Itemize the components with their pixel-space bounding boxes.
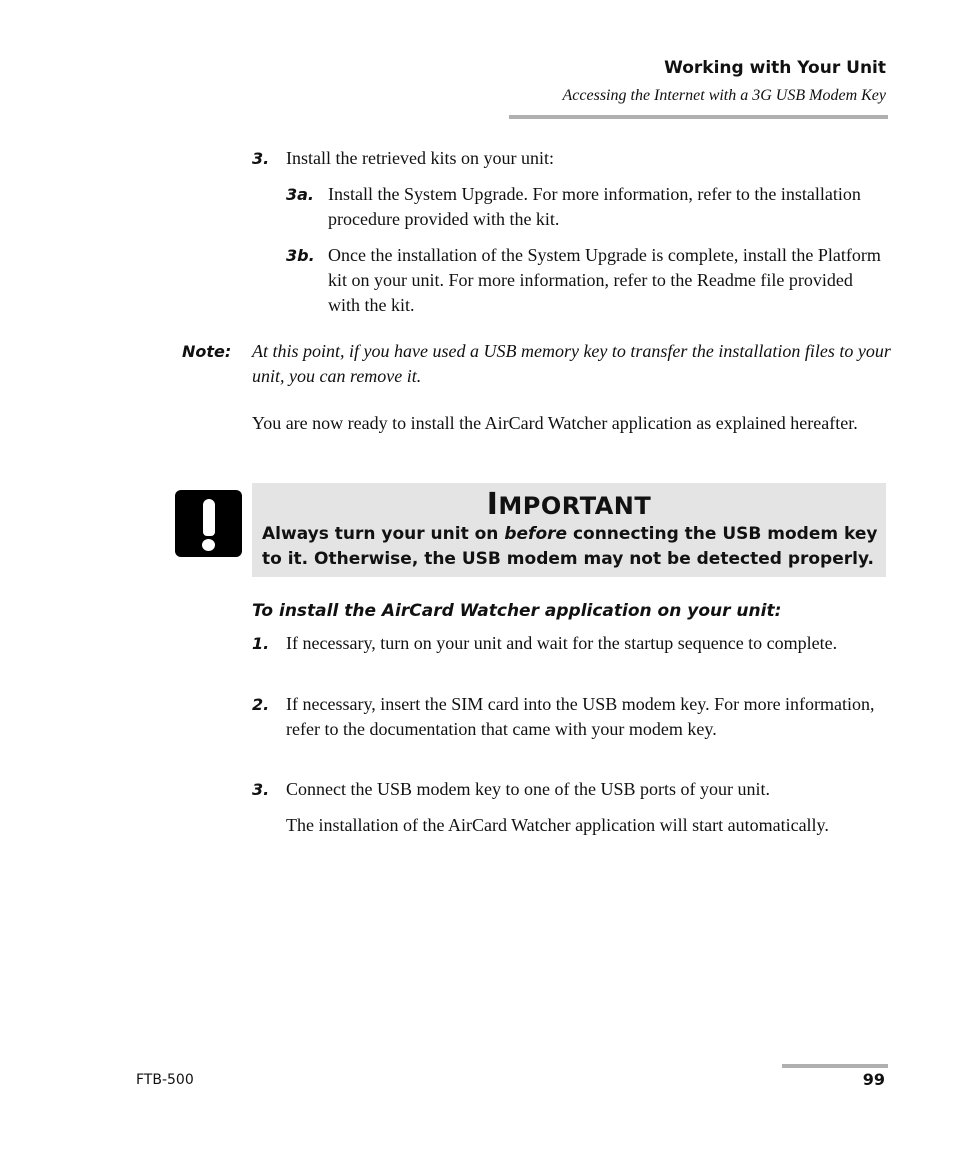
step-text: If necessary, insert the SIM card into the USB modem key. For more information, refer to the documentation that came with your modem key. [286,694,875,739]
procedure-title: To install the AirCard Watcher application on your unit: [252,601,782,621]
step-text: Install the retrieved kits on your unit: [286,148,554,168]
exclamation-icon [175,490,242,557]
substep-text: Once the installation of the System Upgrade is complete, install the Platform kit on your unit. For more information, refer to the Readme file provided with the kit. [328,245,881,315]
running-header-subtitle: Accessing the Internet with a 3G USB Modem Key [562,87,886,104]
note-label: Note: [182,342,232,361]
step-text: If necessary, turn on your unit and wait for the startup sequence to complete. [286,633,838,653]
step-number: 3. [252,780,270,799]
step-followup: The installation of the AirCard Watcher application will start automatically. [286,815,829,835]
important-box [252,483,886,577]
note-text: At this point, if you have used a USB memory key to transfer the installation files to your unit, you can remove it. [252,341,891,386]
ready-paragraph: You are now ready to install the AirCard Watcher application as explained hereafter. [252,413,858,433]
substep-number: 3b. [286,246,315,265]
step-number: 3. [252,149,270,168]
header-rule [509,115,888,119]
substep-number: 3a. [286,185,315,204]
running-header-title: Working with Your Unit [664,58,886,78]
important-text: Always turn your unit on before connecting the USB modem key to it. Otherwise, the USB modem may not be detected properly. [262,524,878,569]
substep-text: Install the System Upgrade. For more information, refer to the installation procedure provided with the kit. [328,184,861,229]
footer-rule [782,1064,888,1068]
important-title: IMPORTANT [486,487,652,522]
step-text: Connect the USB modem key to one of the USB ports of your unit. [286,779,770,799]
footer-product: FTB-500 [136,1072,194,1088]
step-number: 2. [252,695,270,714]
page-number: 99 [862,1070,885,1089]
step-number: 1. [252,634,270,653]
